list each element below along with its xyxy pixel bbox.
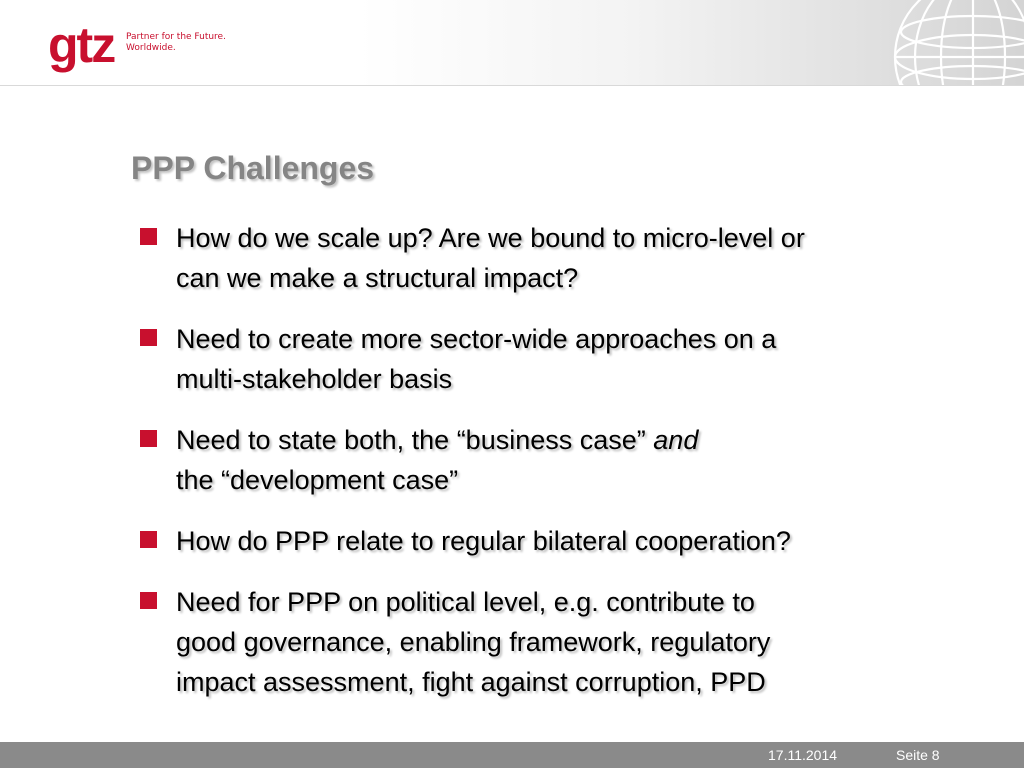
bullet-item xyxy=(140,420,1000,500)
bullet-text-line xyxy=(176,420,1000,460)
square-bullet-icon xyxy=(140,228,157,245)
footer-date: 17.11.2014 xyxy=(768,747,838,763)
bullet-item xyxy=(140,218,1000,298)
bullet-text-line: impact assessment, fight against corruption, PPD xyxy=(176,667,766,697)
bullet-text-line: multi-stakeholder basis xyxy=(176,364,453,394)
bullet-text-segment: Need to state both, the “business case” xyxy=(176,425,654,455)
globe-icon xyxy=(888,0,1024,86)
footer-bar xyxy=(0,742,1024,768)
bullet-text-line: Need to create more sector-wide approaches on a xyxy=(176,324,777,354)
gtz-logo: gtz xyxy=(48,17,115,73)
bullet-text-line: How do we scale up? Are we bound to micro-level or xyxy=(176,223,805,253)
bullet-text-italic: and xyxy=(653,425,699,455)
slide-header xyxy=(0,0,1024,86)
logo-tagline xyxy=(126,32,226,54)
slide-title: PPP Challenges xyxy=(131,150,375,186)
square-bullet-icon xyxy=(140,329,157,346)
square-bullet-icon xyxy=(140,592,157,609)
bullet-item xyxy=(140,582,1000,702)
bullet-text-line: How do PPP relate to regular bilateral cooperation? xyxy=(176,526,791,556)
bullet-item xyxy=(140,319,1000,399)
square-bullet-icon xyxy=(140,430,157,447)
bullet-text-line: good governance, enabling framework, regulatory xyxy=(176,627,771,657)
tagline-line-1: Partner for the Future. xyxy=(126,32,226,42)
bullet-list xyxy=(140,218,1000,723)
bullet-text-line: can we make a structural impact? xyxy=(176,263,579,293)
footer-page-number: Seite 8 xyxy=(896,747,940,763)
bullet-item xyxy=(140,521,1000,561)
bullet-text-line: the “development case” xyxy=(176,465,459,495)
tagline-line-2: Worldwide. xyxy=(126,43,176,53)
bullet-text-line: Need for PPP on political level, e.g. contribute to xyxy=(176,587,755,617)
square-bullet-icon xyxy=(140,531,157,548)
